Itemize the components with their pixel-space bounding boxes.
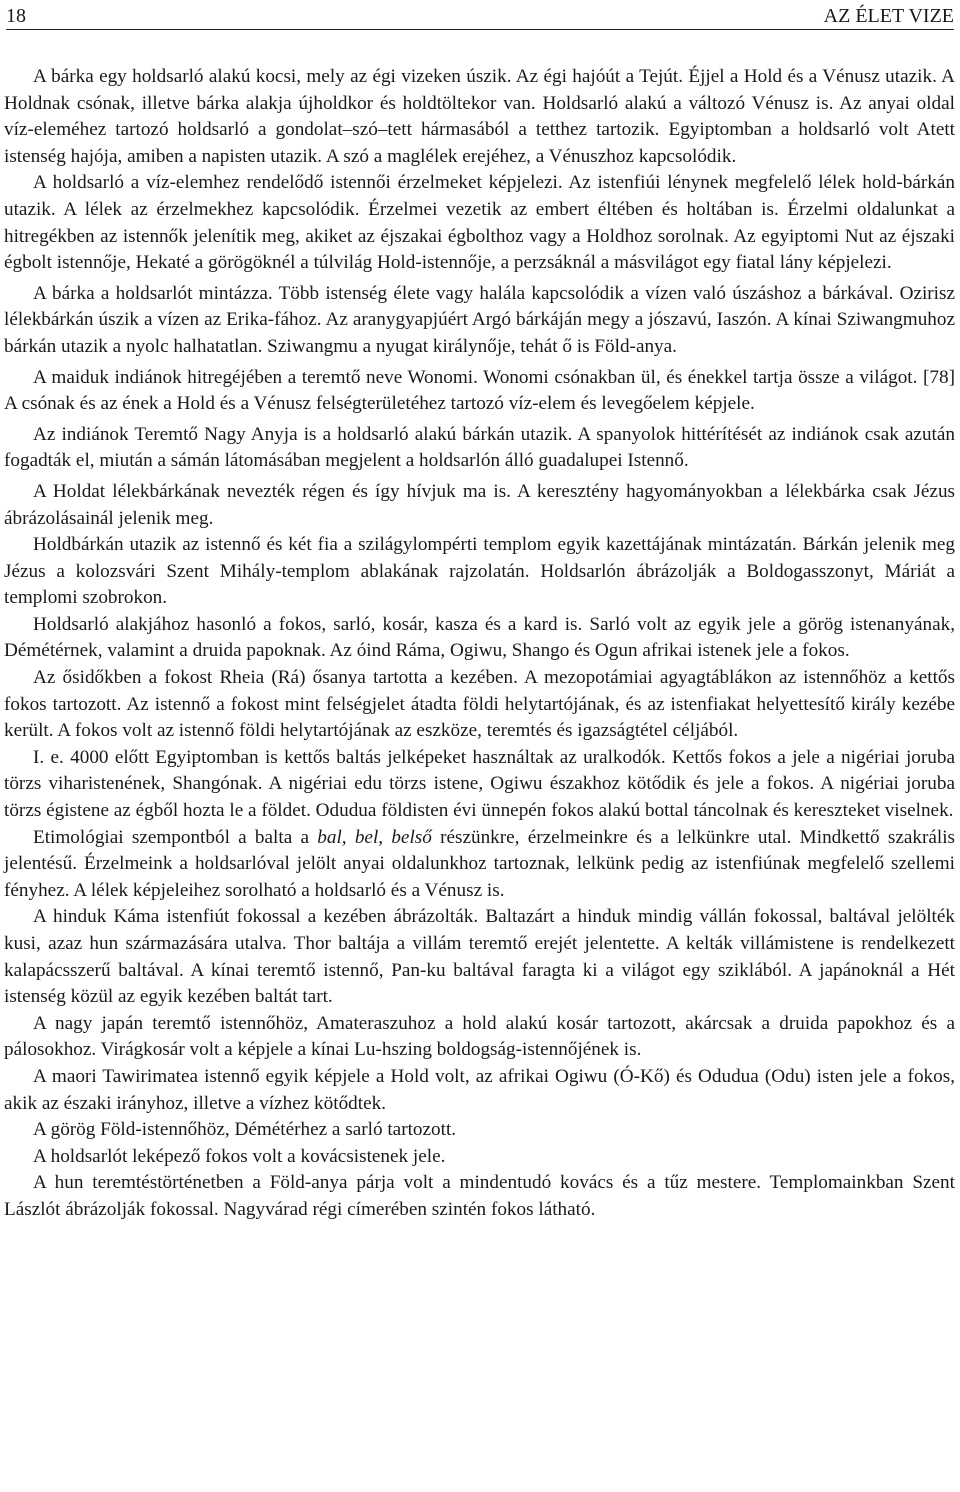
paragraph: A bárka egy holdsarló alakú kocsi, mely az égi vizeken úszik. Az égi hajóút a Tejút. Éjjel a Hold és a Vénusz utazik. A Holdnak csónak, illetve bárka alakja újholdkor és holdtöltekor van. Holdsarló alakú a változó Vénusz is. Az anyai oldal víz-eleméhez tartozó holdsarló a gondolat–szó–tett hármasából a tetthez tartozik. Egyiptomban a holdsarló volt Atett istenség hajója, amiben a napisten utazik. A szó a maglélek erejéhez, a Vénuszhoz kapcsolódik. [4,66,955,167]
paragraph: A hinduk Káma istenfiút fokossal a kezében ábrázolták. Baltazárt a hinduk mindig vállán fokossal, baltával jelölték kusi, azaz hun származására utalva. Thor baltája a villám teremtő erejét jelentette. A kelták villámistene is rendelkezett kalapácsszerű baltával. A kínai teremtő istennő, Pan-ku baltával faragta ki a világot egy sziklából. A japánoknál a Hét istenség közül az egyik kezében baltát tart. [4,906,955,1008]
running-title: AZ ÉLET VIZE [823,5,954,27]
paragraph: Holdsarló alakjához hasonló a fokos, sarló, kosár, kasza és a kard is. Sarló volt az egyik jele a görög istenanyának, Démétérnek, valamint a druida papoknak. Az óind Ráma, Ogiwu, Shango és Ogun afrikai istenek jele a fokos. [4,613,955,662]
paragraph: I. e. 4000 előtt Egyiptomban is kettős baltás jelképeket használtak az uralkodók. Kettős fokos a jele a nigériai joruba törzs viharistenének, Shangónak. A nigériai edu törzs istene, Ogiwu északhoz kötődik és jele a fokos. A nigériai joruba törzs égistene az égből hozta le a földet. Odudua földisten évi ünnepén fokos alakú bottal táncolnak és kereszteket viselnek. [4,746,955,822]
paragraph: A Holdat lélekbárkának nevezték régen és így hívjuk ma is. A keresztény hagyományokban a lélekbárka csak Jézus ábrázolásainál jelenik meg. [4,480,955,529]
paragraph [4,825,955,905]
paragraph: Az ősidőkben a fokost Rheia (Rá) ősanya tartotta a kezében. A mezopotámiai agyagtáblákon az istennőhöz a kettős fokos tartozott. Az istennő a fokost mint felségjelet átadta földi helytartójának, és az istenfiakat helyettesítő király kezébe került. A fokos volt az istennő földi helytartójának az eszköze, teremtés és igazságtétel céljából. [4,667,955,742]
paragraph: A holdsarló a víz-elemhez rendelődő istennői érzelmeket képjelezi. Az istenfiúi lénynek megfelelő lélek hold-bárkán utazik. A lélek az érzelmekhez kapcsolódik. Érzelmei vezetik az embert éltében és holtában is. Érzelmi oldalunkat a hitregékben az istennők jelenítik meg, akiket az éjszakai égbolthoz vagy a Holdhoz sorolnak. Az egyiptomi Nut az éjszaki égbolt istennője, Hekaté a görögöknél a túlvilág Hold-istennője, a perzsáknál a másvilágot egy fiatal lány képjelezi. [4,172,955,274]
etymology-text-end: részünkre, érzelmeinkre és a lelkünkre utal. Mindkettő szakrális jelentésű. Érzelmeink a holdsarlóval jelölt anyai oldalunkhoz tartoznak, lelkünk pedig az istenfiúnak megfelelő szellemi fényhez. A lélek képjeleihez sorolható a holdsarló és a Vénusz is. [4,826,956,901]
paragraph: A nagy japán teremtő istennőhöz, Amateraszuhoz a hold alakú kosár tartozott, akárcsak a druida papokhoz és a pálosokhoz. Virágkosár volt a képjele a kínai Lu-hszing boldogság-istennőjének is. [4,1012,955,1061]
paragraph: A maiduk indiánok hitregéjében a teremtő neve Wonomi. Wonomi csónakban ül, és énekkel tartja össze a világot. [78] A csónak és az ének a Hold és a Vénusz felségterületéhez tartozó víz-elem és levegőelem képjele. [4,366,955,415]
paragraph: A görög Föld-istennőhöz, Démétérhez a sarló tartozott. [33,1119,457,1141]
etymology-text-start: Etimológiai szempontból a balta a [33,826,318,848]
paragraph: A holdsarlót leképező fokos volt a kovácsistenek jele. [33,1145,446,1167]
paragraph: Holdbárkán utazik az istennő és két fia a szilágylompérti templom egyik kazettájának mintázatán. Bárkán jelenik meg Jézus a kolozsvári Szent Mihály-templom ablakának rajzolatán. Holdsarlón ábrázolják a Boldogasszonyt, Máriát a templomi szobrokon. [4,534,955,609]
etymology-italic-terms: bal, bel, belső [317,826,432,848]
paragraph: A hun teremtéstörténetben a Föld-anya párja volt a mindentudó kovács és a tűz mestere. Templomainkban Szent Lászlót ábrázolják fokossal. Nagyvárad régi címerében szintén fokos látható. [4,1172,955,1220]
running-header [6,0,954,30]
page-number: 18 [6,5,26,27]
paragraph: A bárka a holdsarlót mintázza. Több istenség élete vagy halála kapcsolódik a vízen való úszáshoz a bárkával. Ozirisz lélekbárkán úszik a vízen az Erika-fához. Az aranygyapjúért Argó bárkáján megy a jószavú, Iaszón. A kínai Sziwangmuhoz bárkán utazik a nyolc halhatatlan. Sziwangmu a nyugat királynője, tehát ő is Föld-anya. [4,282,955,357]
paragraph: A maori Tawirimatea istennő egyik képjele a Hold volt, az afrikai Ogiwu (Ó-Kő) és Odudua (Odu) isten jele a fokos, akik az északi irányhoz, illetve a vízhez kötődtek. [4,1065,955,1114]
paragraph: Az indiánok Teremtő Nagy Anyja is a holdsarló alakú bárkán utazik. A spanyolok hittérítését az indiánok csak azután fogadták el, miután a sámán látomásában megjelent a holdsarlón álló guadalupei Istennő. [4,423,955,472]
body-text [4,64,955,1224]
